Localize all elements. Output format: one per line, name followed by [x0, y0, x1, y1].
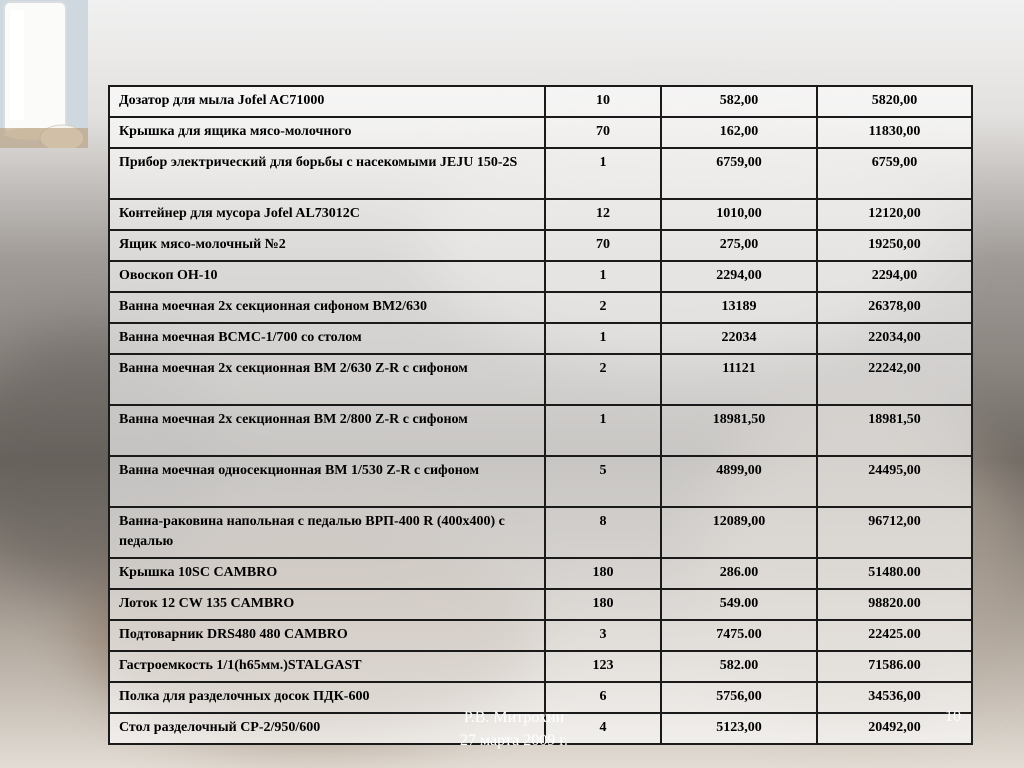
quantity-cell: 1 — [545, 405, 661, 456]
total-cell: 22034,00 — [817, 323, 972, 354]
price-table — [108, 85, 973, 745]
total-cell: 34536,00 — [817, 682, 972, 713]
price-cell: 549.00 — [661, 589, 817, 620]
table-row — [109, 261, 972, 292]
price-cell: 275,00 — [661, 230, 817, 261]
table-row — [109, 558, 972, 589]
table-row — [109, 651, 972, 682]
item-name-cell: Полка для разделочных досок ПДК-600 — [109, 682, 545, 713]
table-row — [109, 620, 972, 651]
total-cell: 51480.00 — [817, 558, 972, 589]
quantity-cell: 5 — [545, 456, 661, 507]
price-cell: 22034 — [661, 323, 817, 354]
item-name-cell: Лоток 12 CW 135 CAMBRO — [109, 589, 545, 620]
total-cell: 19250,00 — [817, 230, 972, 261]
total-cell: 6759,00 — [817, 148, 972, 199]
item-name-cell: Прибор электрический для борьбы с насекомыми JEJU 150-2S — [109, 148, 545, 199]
item-name-cell: Ванна моечная 2х секционная сифоном ВМ2/630 — [109, 292, 545, 323]
total-cell: 71586.00 — [817, 651, 972, 682]
table-row — [109, 86, 972, 117]
price-cell: 582.00 — [661, 651, 817, 682]
quantity-cell: 1 — [545, 261, 661, 292]
quantity-cell: 1 — [545, 323, 661, 354]
total-cell: 5820,00 — [817, 86, 972, 117]
total-cell: 18981,50 — [817, 405, 972, 456]
total-cell: 22242,00 — [817, 354, 972, 405]
quantity-cell: 3 — [545, 620, 661, 651]
price-cell: 11121 — [661, 354, 817, 405]
price-cell: 2294,00 — [661, 261, 817, 292]
item-name-cell: Контейнер для мусора Jofel AL73012C — [109, 199, 545, 230]
item-name-cell: Ванна моечная 2х секционная ВМ 2/800 Z-R с сифоном — [109, 405, 545, 456]
milk-glass-photo — [0, 0, 88, 148]
quantity-cell: 1 — [545, 148, 661, 199]
price-cell: 1010,00 — [661, 199, 817, 230]
quantity-cell: 4 — [545, 713, 661, 744]
item-name-cell: Крышка для ящика мясо-молочного — [109, 117, 545, 148]
item-name-cell: Стол разделочный СР-2/950/600 — [109, 713, 545, 744]
footer-date: 27 марта 2009 г. — [460, 732, 568, 749]
price-cell: 286.00 — [661, 558, 817, 589]
total-cell: 11830,00 — [817, 117, 972, 148]
total-cell: 26378,00 — [817, 292, 972, 323]
total-cell: 12120,00 — [817, 199, 972, 230]
price-cell: 18981,50 — [661, 405, 817, 456]
table-row — [109, 323, 972, 354]
price-cell: 5756,00 — [661, 682, 817, 713]
quantity-cell: 12 — [545, 199, 661, 230]
quantity-cell: 70 — [545, 117, 661, 148]
table-row — [109, 148, 972, 199]
item-name-cell: Ванна моечная 2х секционная ВМ 2/630 Z-R с сифоном — [109, 354, 545, 405]
table-row — [109, 117, 972, 148]
price-cell: 7475.00 — [661, 620, 817, 651]
table-row — [109, 507, 972, 558]
total-cell: 2294,00 — [817, 261, 972, 292]
page-number: 10 — [945, 708, 961, 725]
quantity-cell: 8 — [545, 507, 661, 558]
quantity-cell: 123 — [545, 651, 661, 682]
item-name-cell: Ванна моечная ВСМС-1/700 со столом — [109, 323, 545, 354]
item-name-cell: Подтоварник DRS480 480 CAMBRO — [109, 620, 545, 651]
footer-author: Р.В. Митрохин — [463, 709, 565, 726]
quantity-cell: 2 — [545, 354, 661, 405]
table-row — [109, 199, 972, 230]
price-cell: 12089,00 — [661, 507, 817, 558]
table-row — [109, 456, 972, 507]
price-cell: 4899,00 — [661, 456, 817, 507]
table-row — [109, 354, 972, 405]
table-body — [109, 86, 972, 744]
total-cell: 22425.00 — [817, 620, 972, 651]
quantity-cell: 6 — [545, 682, 661, 713]
quantity-cell: 70 — [545, 230, 661, 261]
table-row — [109, 405, 972, 456]
total-cell: 24495,00 — [817, 456, 972, 507]
quantity-cell: 180 — [545, 558, 661, 589]
total-cell: 20492,00 — [817, 713, 972, 744]
item-name-cell: Ящик мясо-молочный №2 — [109, 230, 545, 261]
table-row — [109, 230, 972, 261]
price-cell: 582,00 — [661, 86, 817, 117]
item-name-cell: Ванна моечная односекционная ВМ 1/530 Z-R с сифоном — [109, 456, 545, 507]
item-name-cell: Крышка 10SC CAMBRO — [109, 558, 545, 589]
price-cell: 162,00 — [661, 117, 817, 148]
table-row — [109, 589, 972, 620]
item-name-cell: Гастроемкость 1/1(h65мм.)STALGAST — [109, 651, 545, 682]
item-name-cell: Дозатор для мыла Jofel AC71000 — [109, 86, 545, 117]
item-name-cell: Овоскоп ОН-10 — [109, 261, 545, 292]
price-cell: 13189 — [661, 292, 817, 323]
quantity-cell: 10 — [545, 86, 661, 117]
price-cell: 6759,00 — [661, 148, 817, 199]
quantity-cell: 180 — [545, 589, 661, 620]
price-cell: 5123,00 — [661, 713, 817, 744]
total-cell: 96712,00 — [817, 507, 972, 558]
quantity-cell: 2 — [545, 292, 661, 323]
total-cell: 98820.00 — [817, 589, 972, 620]
item-name-cell: Ванна-раковина напольная с педалью ВРП-400 R (400х400) с педалью — [109, 507, 545, 558]
table-row — [109, 292, 972, 323]
